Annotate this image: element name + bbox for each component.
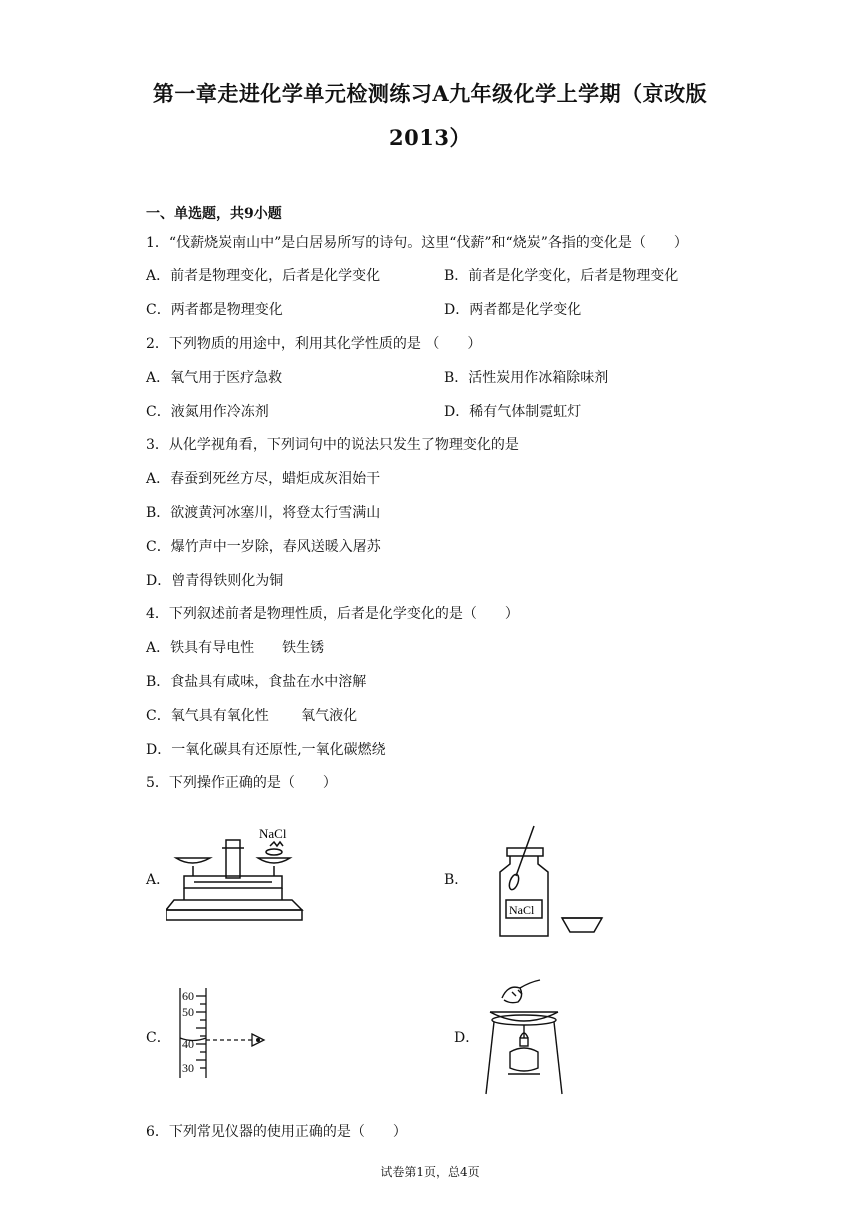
question-2-option-d: D．稀有气体制霓虹灯 [444,404,582,420]
bottle-nacl-label: NaCl [509,903,535,917]
cylinder-tick-30: 30 [182,1061,194,1075]
question-4-option-a: A．铁具有导电性 铁生锈 [146,640,325,656]
question-4-stem: 4．下列叙述前者是物理性质，后者是化学变化的是（ ） [146,606,519,622]
question-2-option-c: C．液氮用作冷冻剂 [146,404,269,420]
question-1-stem: 1．“伐薪烧炭南山中”是白居易所写的诗句。这里“伐薪”和“烧炭”各指的变化是（ ） [146,235,688,251]
page-footer: 试卷第1页，总4页 [380,1165,480,1179]
question-4-option-b: B．食盐具有咸味，食盐在水中溶解 [146,674,367,690]
question-5-stem: 5．下列操作正确的是（ ） [146,775,337,791]
question-5-option-b: B． [444,872,469,888]
question-5-option-a: A． [146,872,171,888]
question-3-stem: 3．从化学视角看，下列词句中的说法只发生了物理变化的是 [146,437,519,453]
cylinder-tick-50: 50 [182,1005,194,1019]
reagent-bottle-figure [494,820,612,942]
question-5-option-c: C． [146,1030,171,1046]
question-2-option-b: B．活性炭用作冰箱除味剂 [444,370,609,386]
question-3-option-b: B．欲渡黄河冰塞川，将登太行雪满山 [146,505,381,521]
document-title-line2: 2013） [389,125,471,150]
question-5-option-d: D． [454,1030,480,1046]
question-2-option-a: A．氧气用于医疗急救 [146,370,283,386]
question-3-option-c: C．爆竹声中一岁除，春风送暖入屠苏 [146,539,381,555]
cylinder-tick-60: 60 [182,989,194,1003]
question-2-stem: 2．下列物质的用途中，利用其化学性质的是 （ ） [146,336,482,352]
evaporating-dish-figure [484,978,564,1096]
document-title-line1: 第一章走进化学单元检测练习A九年级化学上学期（京改版 [152,81,708,106]
question-1-option-c: C．两者都是物理变化 [146,302,283,318]
question-3-option-d: D．曾青得铁则化为铜 [146,573,284,589]
question-1-option-a: A．前者是物理变化，后者是化学变化 [146,268,381,284]
question-6-stem: 6．下列常见仪器的使用正确的是（ ） [146,1124,407,1140]
question-4-option-d: D．一氧化碳具有还原性,一氧化碳燃绕 [146,742,386,758]
balance-nacl-label: NaCl [259,826,287,841]
question-4-option-c: C．氧气具有氧化性 氧气液化 [146,708,358,724]
question-1-option-b: B．前者是化学变化，后者是物理变化 [444,268,679,284]
graduated-cylinder-figure [174,986,270,1080]
section-heading: 一、单选题，共9小题 [146,206,282,222]
question-1-option-d: D．两者都是化学变化 [444,302,582,318]
balance-scale-figure [166,820,312,928]
question-3-option-a: A．春蚕到死丝方尽，蜡炬成灰泪始干 [146,471,381,487]
cylinder-tick-40: 40 [182,1037,194,1051]
